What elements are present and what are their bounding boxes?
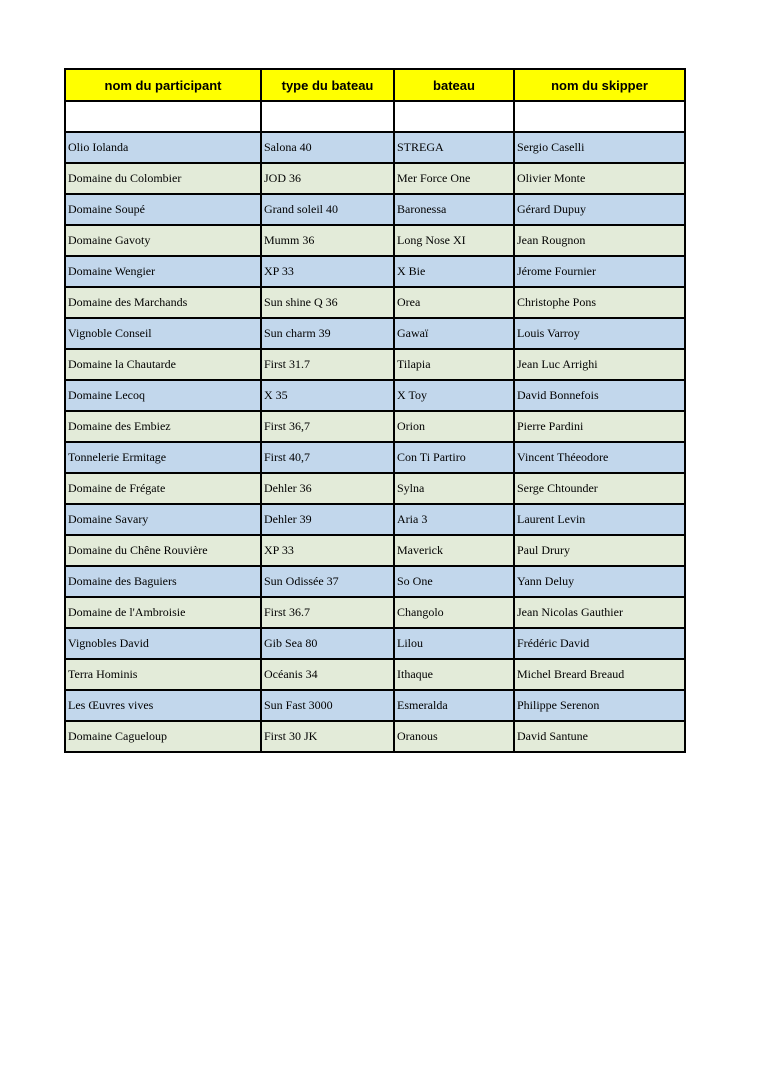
cell-boat-type: X 35 [261,380,394,411]
cell-boat: Aria 3 [394,504,514,535]
cell-participant: Domaine des Marchands [65,287,261,318]
cell-boat: Esmeralda [394,690,514,721]
table-row [65,628,685,659]
cell-skipper: David Bonnefois [514,380,685,411]
cell-skipper: Jean Rougnon [514,225,685,256]
blank-cell [514,101,685,132]
cell-boat: Changolo [394,597,514,628]
cell-skipper: Philippe Serenon [514,690,685,721]
participants-table [64,68,686,753]
cell-boat: Gawaï [394,318,514,349]
cell-boat-type: First 30 JK [261,721,394,752]
cell-skipper: Vincent Théeodore [514,442,685,473]
cell-participant: Olio Iolanda [65,132,261,163]
table-row [65,473,685,504]
table-row [65,287,685,318]
cell-skipper: David Santune [514,721,685,752]
header-participant: nom du participant [65,69,261,101]
cell-skipper: Paul Drury [514,535,685,566]
cell-skipper: Jérome Fournier [514,256,685,287]
cell-boat-type: Salona 40 [261,132,394,163]
cell-boat: Baronessa [394,194,514,225]
cell-skipper: Jean Nicolas Gauthier [514,597,685,628]
cell-boat: Mer Force One [394,163,514,194]
cell-participant: Domaine Cagueloup [65,721,261,752]
cell-boat-type: Sun Odissée 37 [261,566,394,597]
cell-participant: Domaine des Baguiers [65,566,261,597]
blank-row [65,101,685,132]
cell-boat-type: Grand soleil 40 [261,194,394,225]
cell-boat-type: Mumm 36 [261,225,394,256]
table-row [65,721,685,752]
table-row [65,442,685,473]
cell-boat-type: Sun Fast 3000 [261,690,394,721]
cell-participant: Domaine de l'Ambroisie [65,597,261,628]
cell-boat: Oranous [394,721,514,752]
cell-boat: Ithaque [394,659,514,690]
table-row [65,566,685,597]
cell-skipper: Sergio Caselli [514,132,685,163]
blank-cell [261,101,394,132]
cell-boat-type: XP 33 [261,535,394,566]
cell-skipper: Olivier Monte [514,163,685,194]
cell-participant: Domaine de Frégate [65,473,261,504]
cell-boat: X Bie [394,256,514,287]
table-row [65,163,685,194]
header-skipper: nom du skipper [514,69,685,101]
cell-skipper: Pierre Pardini [514,411,685,442]
cell-skipper: Laurent Levin [514,504,685,535]
cell-boat-type: XP 33 [261,256,394,287]
cell-boat: Orea [394,287,514,318]
cell-participant: Domaine Savary [65,504,261,535]
cell-boat: STREGA [394,132,514,163]
table-row [65,504,685,535]
cell-participant: Vignoble Conseil [65,318,261,349]
cell-participant: Domaine la Chautarde [65,349,261,380]
table-row [65,411,685,442]
cell-boat-type: First 31.7 [261,349,394,380]
cell-participant: Domaine Wengier [65,256,261,287]
cell-boat-type: Sun shine Q 36 [261,287,394,318]
cell-boat: Lilou [394,628,514,659]
table-row [65,256,685,287]
table-row [65,659,685,690]
cell-skipper: Louis Varroy [514,318,685,349]
participants-table-wrapper [64,68,684,753]
cell-participant: Domaine du Colombier [65,163,261,194]
cell-boat-type: Sun charm 39 [261,318,394,349]
cell-boat-type: First 36,7 [261,411,394,442]
cell-participant: Domaine Gavoty [65,225,261,256]
cell-boat-type: First 40,7 [261,442,394,473]
cell-skipper: Jean Luc Arrighi [514,349,685,380]
cell-participant: Les Œuvres vives [65,690,261,721]
cell-boat: Con Ti Partiro [394,442,514,473]
table-row [65,690,685,721]
cell-boat: Tilapia [394,349,514,380]
table-body [65,101,685,752]
blank-cell [65,101,261,132]
cell-skipper: Yann Deluy [514,566,685,597]
blank-cell [394,101,514,132]
cell-boat: Sylna [394,473,514,504]
cell-participant: Domaine des Embiez [65,411,261,442]
table-row [65,535,685,566]
table-row [65,349,685,380]
cell-skipper: Michel Breard Breaud [514,659,685,690]
cell-participant: Vignobles David [65,628,261,659]
cell-boat: Orion [394,411,514,442]
cell-boat-type: Dehler 39 [261,504,394,535]
cell-skipper: Gérard Dupuy [514,194,685,225]
cell-boat-type: JOD 36 [261,163,394,194]
cell-skipper: Frédéric David [514,628,685,659]
cell-participant: Domaine du Chêne Rouvière [65,535,261,566]
table-header-row [65,69,685,101]
cell-boat: Long Nose XI [394,225,514,256]
header-boat: bateau [394,69,514,101]
cell-boat-type: First 36.7 [261,597,394,628]
cell-boat: Maverick [394,535,514,566]
cell-boat-type: Dehler 36 [261,473,394,504]
cell-participant: Domaine Soupé [65,194,261,225]
table-row [65,597,685,628]
header-boat-type: type du bateau [261,69,394,101]
cell-skipper: Christophe Pons [514,287,685,318]
cell-skipper: Serge Chtounder [514,473,685,504]
cell-boat-type: Gib Sea 80 [261,628,394,659]
cell-participant: Domaine Lecoq [65,380,261,411]
table-row [65,380,685,411]
cell-boat-type: Océanis 34 [261,659,394,690]
cell-participant: Tonnelerie Ermitage [65,442,261,473]
table-row [65,132,685,163]
cell-boat: X Toy [394,380,514,411]
cell-participant: Terra Hominis [65,659,261,690]
cell-boat: So One [394,566,514,597]
table-row [65,318,685,349]
table-row [65,194,685,225]
table-row [65,225,685,256]
